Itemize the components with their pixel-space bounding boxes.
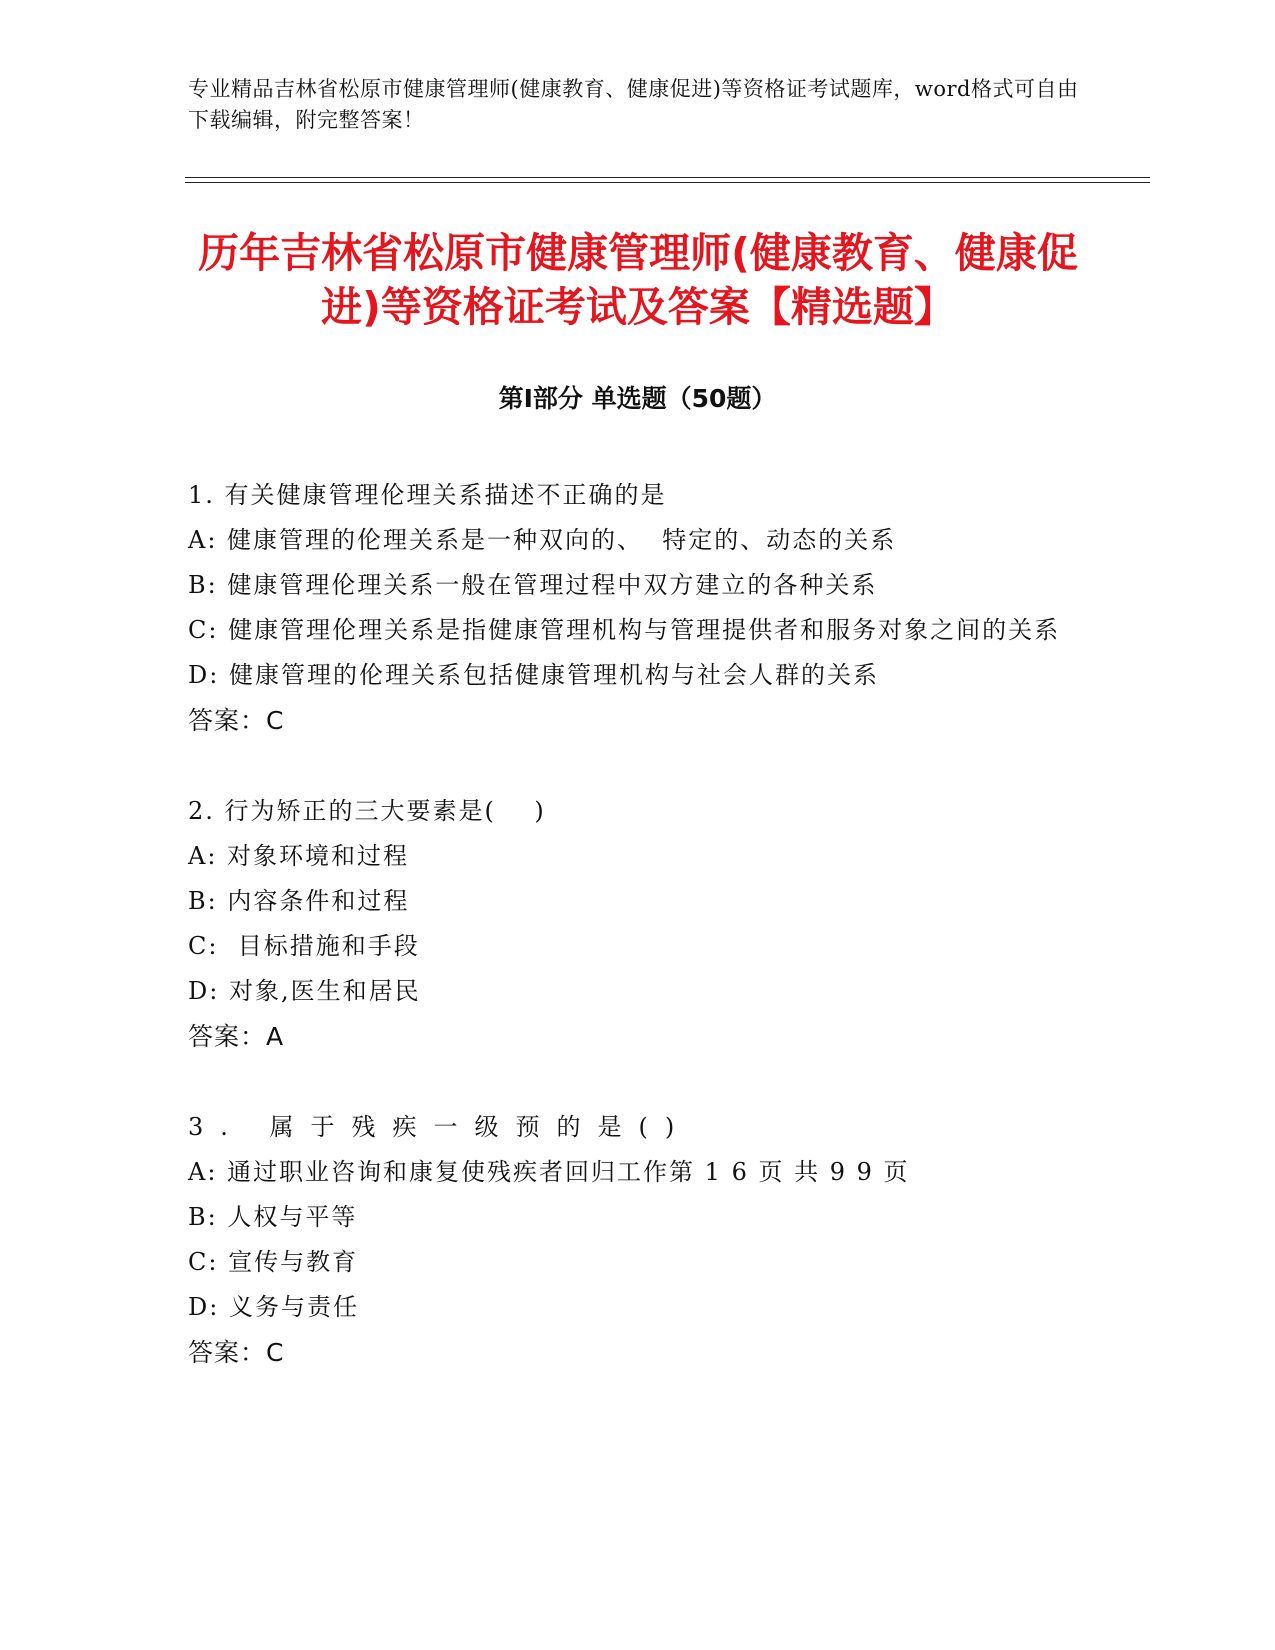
header-divider-top: [185, 177, 1150, 178]
question-stem: 1. 有关健康管理伦理关系描述不正确的是: [188, 481, 667, 509]
header-divider-bottom: [185, 182, 1150, 183]
answer-line: 答案：C: [188, 1338, 285, 1367]
option-b: B: 健康管理伦理关系一般在管理过程中双方建立的各种关系: [188, 571, 878, 599]
option-a: A: 健康管理的伦理关系是一种双向的、 特定的、动态的关系: [188, 526, 897, 554]
question-stem: 3. 属于残疾一级预的是(): [188, 1113, 692, 1141]
option-c: C: 宣传与教育: [188, 1248, 359, 1276]
question-1: [188, 473, 1068, 744]
section-heading: 第Ⅰ部分 单选题（50题）: [498, 384, 777, 413]
option-d: D: 健康管理的伦理关系包括健康管理机构与社会人群的关系: [188, 661, 879, 689]
option-d: D: 对象,医生和居民: [188, 977, 421, 1005]
option-a: A: 通过职业咨询和康复使残疾者回归工作第 1 6 页 共 9 9 页: [188, 1158, 910, 1186]
question-3: [188, 1105, 1068, 1376]
document-title: 历年吉林省松原市健康管理师(健康教育、健康促进)等资格证考试及答案【精选题】: [198, 229, 1078, 331]
option-c: C: 目标措施和手段: [188, 932, 420, 960]
question-list: [188, 473, 1068, 1421]
question-2: [188, 789, 1068, 1060]
option-b: B: 人权与平等: [188, 1203, 358, 1231]
answer-line: 答案：A: [188, 1022, 285, 1051]
option-b: B: 内容条件和过程: [188, 887, 410, 915]
question-stem: 2. 行为矫正的三大要素是( ): [188, 797, 546, 825]
answer-line: 答案：C: [188, 706, 285, 735]
option-d: D: 义务与责任: [188, 1293, 359, 1321]
option-c: C: 健康管理伦理关系是指健康管理机构与管理提供者和服务对象之间的关系: [188, 616, 1061, 644]
option-a: A: 对象环境和过程: [188, 842, 410, 870]
header-note: 专业精品吉林省松原市健康管理师(健康教育、健康促进)等资格证考试题库，word格式可自由下载编辑，附完整答案！: [188, 77, 1079, 132]
